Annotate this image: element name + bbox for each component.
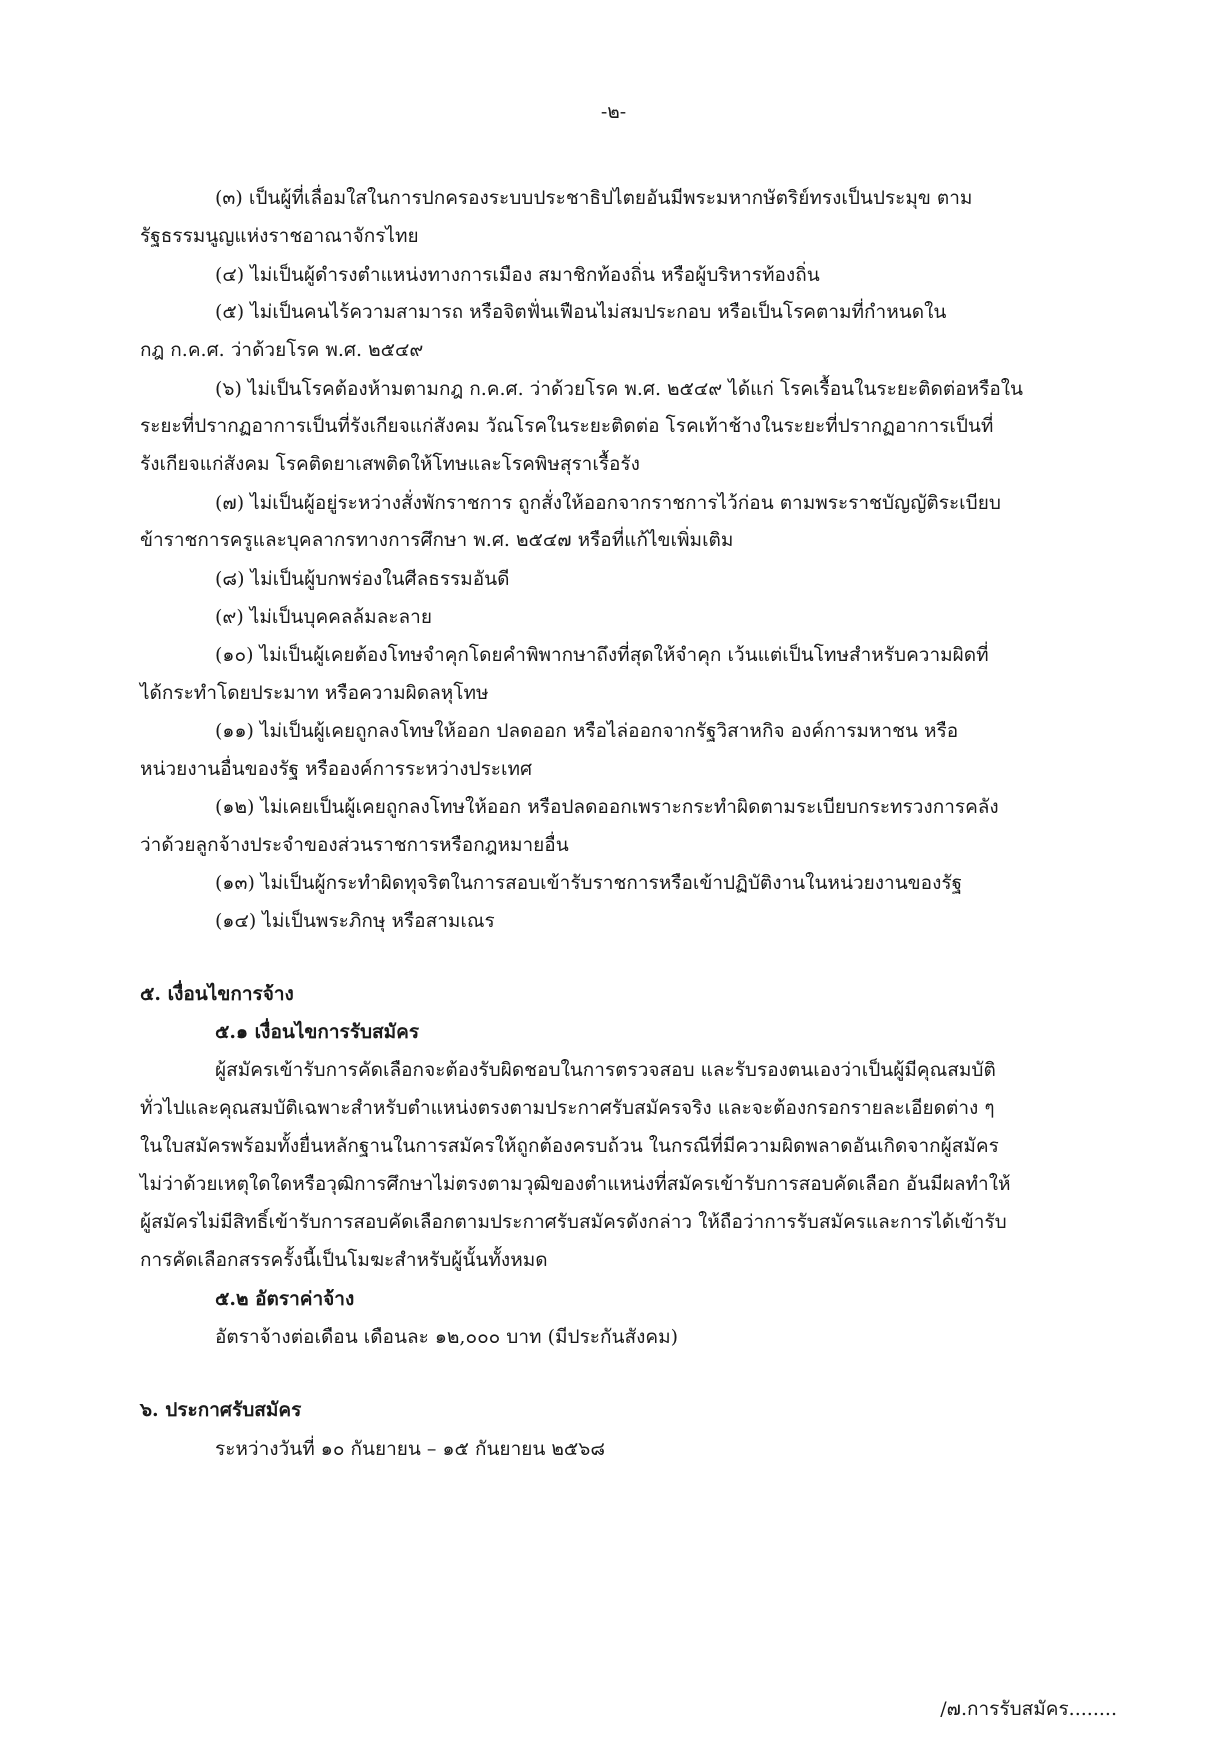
qualification-6-line2: ระยะที่ปรากฏอาการเป็นที่รังเกียจแก่สังคม วัณโรคในระยะติดต่อ โรคเท้าช้างในระยะที่ปรากฏอาการเป็นที่ [140,415,994,437]
qualification-8: (๘) ไม่เป็นผู้บกพร่องในศีลธรรมอันดี [215,568,510,590]
section5-1-line2: ทั่วไปและคุณสมบัติเฉพาะสำหรับตำแหน่งตรงตามประกาศรับสมัครจริง และจะต้องกรอกรายละเอียดต่าง ๆ [140,1097,995,1119]
page-number: -๒- [600,101,627,123]
qualification-12-line1: (๑๒) ไม่เคยเป็นผู้เคยถูกลงโทษให้ออก หรือปลดออกเพราะกระทำผิดตามระเบียบกระทรวงการคลัง [215,796,999,818]
qualification-6-line1: (๖) ไม่เป็นโรคต้องห้ามตามกฎ ก.ค.ศ. ว่าด้วยโรค พ.ศ. ๒๕๔๙ ได้แก่ โรคเรื้อนในระยะติดต่อหรือใน [215,378,1024,400]
qualification-7-line2: ข้าราชการครูและบุคลากรทางการศึกษา พ.ศ. ๒๕๔๗ หรือที่แก้ไขเพิ่มเติม [140,529,734,551]
section5-1-line5: ผู้สมัครไม่มีสิทธิ์เข้ารับการสอบคัดเลือกตามประกาศรับสมัครดังกล่าว ให้ถือว่าการรับสมัครและการได้เข้ารับ [140,1211,1007,1233]
qualification-7-line1: (๗) ไม่เป็นผู้อยู่ระหว่างสั่งพักราชการ ถูกสั่งให้ออกจากราชการไว้ก่อน ตามพระราชบัญญัติระเบียบ [215,492,1001,514]
section5-1-line4: ไม่ว่าด้วยเหตุใดใดหรือวุฒิการศึกษาไม่ตรงตามวุฒิของตำแหน่งที่สมัครเข้ารับการสอบคัดเลือก อันมีผลทำให้ [140,1173,1011,1195]
section5-2-heading: ๕.๒ อัตราค่าจ้าง [215,1288,355,1310]
qualification-3-line1: (๓) เป็นผู้ที่เลื่อมใสในการปกครองระบบประชาธิปไตยอันมีพระมหากษัตริย์ทรงเป็นประมุข ตาม [215,187,973,209]
qualification-13: (๑๓) ไม่เป็นผู้กระทำผิดทุจริตในการสอบเข้ารับราชการหรือเข้าปฏิบัติงานในหน่วยงานของรัฐ [215,872,963,894]
continuation-note: /๗.การรับสมัคร........ [940,1698,1117,1720]
qualification-6-line3: รังเกียจแก่สังคม โรคติดยาเสพติดให้โทษและโรคพิษสุราเรื้อรัง [140,453,640,475]
qualification-9: (๙) ไม่เป็นบุคคลล้มละลาย [215,606,432,628]
section6-date-range: ระหว่างวันที่ ๑๐ กันยายน – ๑๕ กันยายน ๒๕๖๘ [215,1438,606,1460]
qualification-10-line1: (๑๐) ไม่เป็นผู้เคยต้องโทษจำคุกโดยคำพิพากษาถึงที่สุดให้จำคุก เว้นแต่เป็นโทษสำหรับความผิดที่ [215,644,989,666]
section6-heading: ๖. ประกาศรับสมัคร [140,1399,302,1421]
qualification-12-line2: ว่าด้วยลูกจ้างประจำของส่วนราชการหรือกฎหมายอื่น [140,834,569,856]
section5-1-line6: การคัดเลือกสรรครั้งนี้เป็นโมฆะสำหรับผู้นั้นทั้งหมด [140,1249,548,1271]
section5-1-line1: ผู้สมัครเข้ารับการคัดเลือกจะต้องรับผิดชอบในการตรวจสอบ และรับรองตนเองว่าเป็นผู้มีคุณสมบัติ [215,1059,996,1081]
qualification-5-line1: (๕) ไม่เป็นคนไร้ความสามารถ หรือจิตฟั่นเฟือนไม่สมประกอบ หรือเป็นโรคตามที่กำหนดใน [215,301,947,323]
qualification-5-line2: กฎ ก.ค.ศ. ว่าด้วยโรค พ.ศ. ๒๕๔๙ [140,339,424,361]
qualification-10-line2: ได้กระทำโดยประมาท หรือความผิดลหุโทษ [140,682,489,704]
qualification-4: (๔) ไม่เป็นผู้ดำรงตำแหน่งทางการเมือง สมาชิกท้องถิ่น หรือผู้บริหารท้องถิ่น [215,264,820,286]
section5-2-wage-line: อัตราจ้างต่อเดือน เดือนละ ๑๒,๐๐๐ บาท (มีประกันสังคม) [215,1326,679,1348]
qualification-11-line2: หน่วยงานอื่นของรัฐ หรือองค์การระหว่างประเทศ [140,758,533,780]
section5-1-heading: ๕.๑ เงื่อนไขการรับสมัคร [215,1021,420,1043]
qualification-11-line1: (๑๑) ไม่เป็นผู้เคยถูกลงโทษให้ออก ปลดออก หรือไล่ออกจากรัฐวิสาหกิจ องค์การมหาชน หรือ [215,720,959,742]
qualification-3-line2: รัฐธรรมนูญแห่งราชอาณาจักรไทย [140,225,419,247]
section5-heading: ๕. เงื่อนไขการจ้าง [140,983,294,1005]
section5-1-line3: ในใบสมัครพร้อมทั้งยื่นหลักฐานในการสมัครให้ถูกต้องครบถ้วน ในกรณีที่มีความผิดพลาดอันเกิดจากผู้สมัคร [140,1135,999,1157]
qualification-14: (๑๔) ไม่เป็นพระภิกษุ หรือสามเณร [215,910,495,932]
